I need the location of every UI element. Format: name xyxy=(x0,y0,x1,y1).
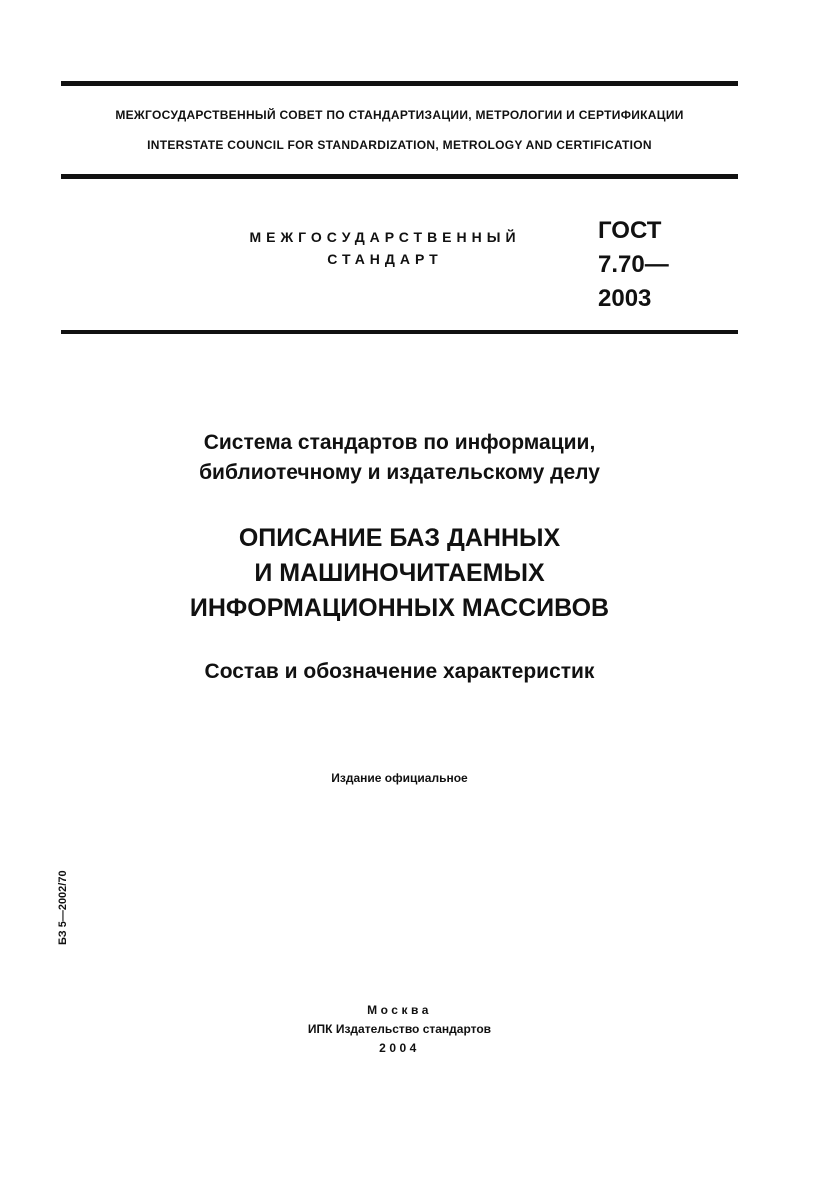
standard-kind-line2: СТАНДАРТ xyxy=(327,251,443,267)
series-title-line1: Система стандартов по информации, xyxy=(203,431,596,454)
imprint-year: 2004 xyxy=(379,1041,420,1055)
gost-designation xyxy=(598,214,669,316)
edition-note: Издание официальное xyxy=(331,771,468,785)
standard-kind xyxy=(200,226,570,270)
gost-designation-line1: ГОСТ xyxy=(598,217,662,244)
standard-kind-line1: МЕЖГОСУДАРСТВЕННЫЙ xyxy=(249,229,521,245)
council-divider xyxy=(61,174,738,179)
document-title-line3: ИНФОРМАЦИОННЫХ МАССИВОВ xyxy=(189,594,610,622)
top-divider xyxy=(61,81,738,86)
council-name-ru: МЕЖГОСУДАРСТВЕННЫЙ СОВЕТ ПО СТАНДАРТИЗАЦИИ, МЕТРОЛОГИИ И СЕРТИФИКАЦИИ xyxy=(115,108,684,122)
council-name-en: INTERSTATE COUNCIL FOR STANDARDIZATION, METROLOGY AND CERTIFICATION xyxy=(147,138,652,152)
side-code: БЗ 5—2002/70 xyxy=(57,870,69,945)
document-title xyxy=(61,521,738,626)
gost-designation-line3: 2003 xyxy=(598,285,652,312)
header-divider xyxy=(61,330,738,334)
imprint-publisher: ИПК Издательство стандартов xyxy=(307,1022,492,1036)
document-title-line2: И МАШИНОЧИТАЕМЫХ xyxy=(254,559,545,587)
imprint xyxy=(61,1001,738,1058)
document-title-line1: ОПИСАНИЕ БАЗ ДАННЫХ xyxy=(238,524,561,552)
imprint-city: Москва xyxy=(367,1003,432,1017)
gost-designation-line2: 7.70— xyxy=(598,251,669,278)
series-title xyxy=(61,428,738,488)
document-subtitle: Состав и обозначение характеристик xyxy=(204,660,595,683)
series-title-line2: библиотечному и издательскому делу xyxy=(199,461,600,484)
